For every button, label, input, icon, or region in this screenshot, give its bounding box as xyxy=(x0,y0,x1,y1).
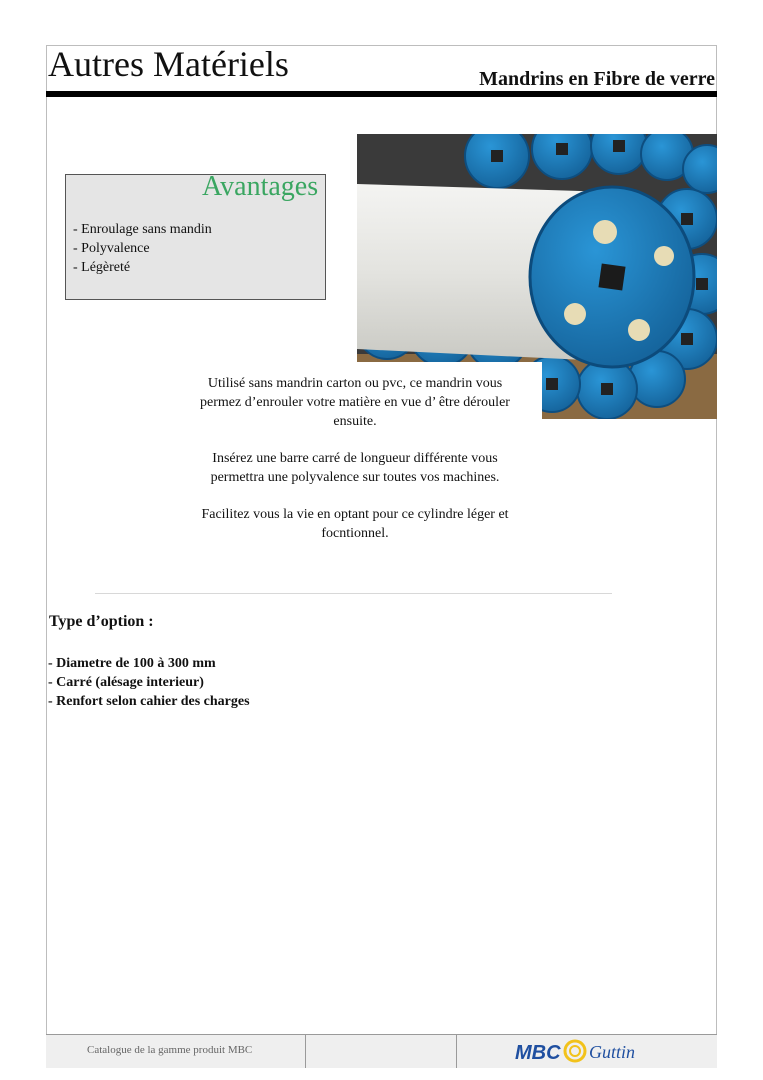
footer-divider xyxy=(456,1034,457,1068)
options-title: Type d’option : xyxy=(49,613,154,630)
description xyxy=(190,374,520,561)
section-divider xyxy=(95,593,612,594)
logo-text-secondary: Guttin xyxy=(589,1042,636,1062)
footer-catalog-text: Catalogue de la gamme produit MBC xyxy=(87,1044,253,1056)
description-paragraph: Insérez une barre carré de longueur différente vous permettra une polyvalence sur toutes vos machines. xyxy=(210,451,500,485)
option-item: - Renfort selon cahier des charges xyxy=(48,694,250,709)
description-paragraph: Facilitez vous la vie en optant pour ce cylindre léger et focntionnel. xyxy=(201,507,509,541)
advantages-list xyxy=(73,220,212,277)
advantage-item: - Polyvalence xyxy=(73,241,150,256)
company-logo xyxy=(513,1034,663,1068)
options-list xyxy=(48,654,250,711)
advantages-title: Avantages xyxy=(202,171,319,202)
advantage-item: - Légèreté xyxy=(73,260,131,275)
option-item: - Diametre de 100 à 300 mm xyxy=(48,656,216,671)
option-item: - Carré (alésage interieur) xyxy=(48,675,204,690)
footer-divider xyxy=(305,1034,306,1068)
header-rule xyxy=(46,91,717,97)
page-subtitle: Mandrins en Fibre de verre xyxy=(479,68,715,90)
logo-text-primary: MBC xyxy=(515,1042,561,1064)
description-paragraph: Utilisé sans mandrin carton ou pvc, ce mandrin vous permez d’enrouler votre matière en vue d’ être dérouler ensuite. xyxy=(200,376,510,429)
advantage-item: - Enroulage sans mandin xyxy=(73,222,212,237)
page-title: Autres Matériels xyxy=(48,44,289,84)
